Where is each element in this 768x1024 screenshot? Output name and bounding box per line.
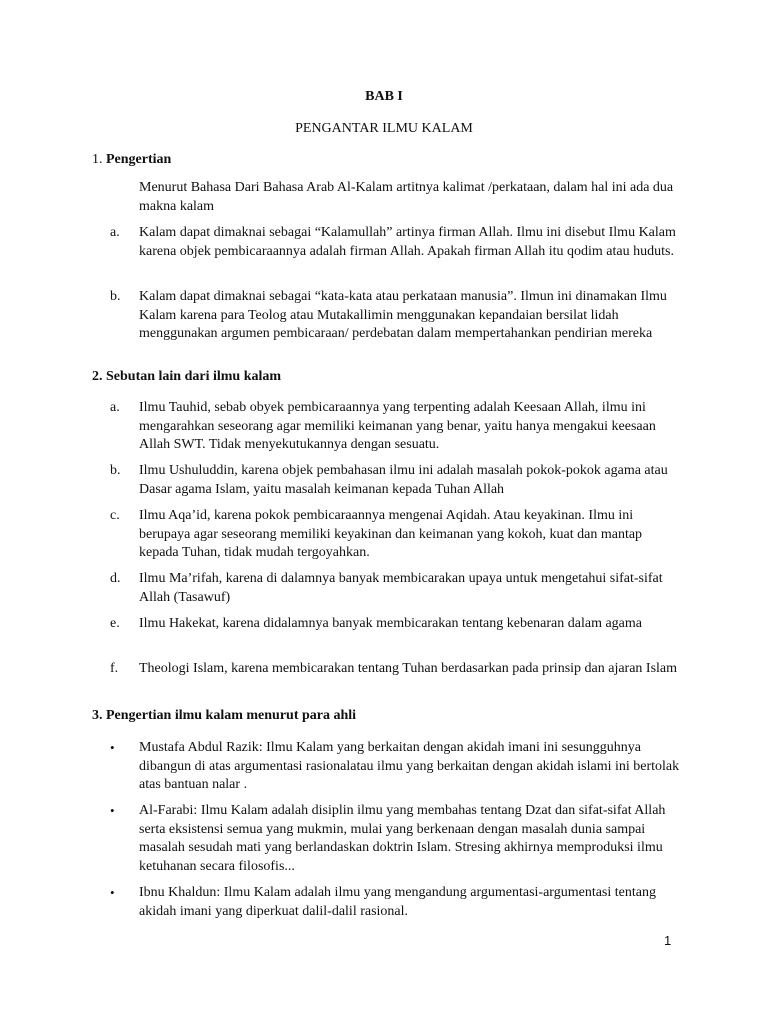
section-3-heading: 3. Pengertian ilmu kalam menurut para ahli <box>92 708 357 723</box>
bullet-icon: • <box>110 885 115 900</box>
list-item <box>110 739 680 795</box>
list-item <box>110 288 680 344</box>
list-item <box>110 224 680 261</box>
list-marker: b. <box>110 289 121 304</box>
list-marker: e. <box>110 616 120 631</box>
list-item-text: Kalam dapat dimaknai sebagai “Kalamullah” artinya firman Allah. Ilmu ini disebut Ilmu Kalam karena objek pembicaraannya adalah firman Allah. Apakah firman Allah itu qodim atau huduts. <box>139 225 676 259</box>
list-marker: a. <box>110 400 120 415</box>
list-marker: d. <box>110 571 121 586</box>
list-item <box>110 884 680 921</box>
list-item <box>110 570 680 607</box>
list-item-text: Ilmu Ushuluddin, karena objek pembahasan ilmu ini adalah masalah pokok-pokok agama atau Dasar agama Islam, yaitu masalah keimanan kepada Tuhan Allah <box>139 463 668 497</box>
list-item <box>110 802 680 876</box>
list-item <box>110 462 680 499</box>
chapter-label: BAB I <box>365 89 403 104</box>
bullet-icon: • <box>110 803 115 818</box>
list-item-text: Theologi Islam, karena membicarakan tentang Tuhan berdasarkan pada prinsip dan ajaran Islam <box>139 661 678 676</box>
list-item-text: Mustafa Abdul Razik: Ilmu Kalam yang berkaitan dengan akidah imani ini sesungguhnya dibangun di atas argumentasi rasionalatau ilmu yang berkaitan dengan akidah islami ini bertolak atas bantuan nalar . <box>139 740 680 792</box>
page-number: 1 <box>664 933 672 948</box>
list-item <box>110 399 680 455</box>
list-item <box>110 615 680 634</box>
section-1-number: 1. <box>92 152 103 167</box>
list-item-text: Kalam dapat dimaknai sebagai “kata-kata atau perkataan manusia”. Ilmun ini dinamakan Ilmu Kalam karena para Teolog atau Mutakallimin menggunakan kepandaian bersilat lidah menggunakan argumen pembicaraan/ perdebatan dalam mempertahankan pendirian mereka <box>139 289 667 341</box>
list-marker: a. <box>110 225 120 240</box>
list-item <box>110 660 680 679</box>
list-item-text: Ibnu Khaldun: Ilmu Kalam adalah ilmu yang mengandung argumentasi-argumentasi tentang akidah imani yang diperkuat dalil-dalil rasional. <box>139 885 656 919</box>
section-2-heading: 2. Sebutan lain dari ilmu kalam <box>92 369 282 384</box>
list-marker: b. <box>110 463 121 478</box>
list-item <box>110 507 680 563</box>
list-item-text: Ilmu Tauhid, sebab obyek pembicaraannya yang terpenting adalah Keesaan Allah, ilmu ini mengarahkan seseorang agar memiliki keimanan yang benar, yaitu hanya mengakui keesaan Allah SWT. Tidak menyekutukannya dengan sesuatu. <box>139 400 656 452</box>
list-marker: f. <box>110 661 119 676</box>
list-item-text: Ilmu Hakekat, karena didalamnya banyak membicarakan tentang kebenaran dalam agama <box>139 616 642 631</box>
section-1-heading <box>92 151 692 170</box>
list-item-text: Ilmu Aqa’id, karena pokok pembicaraannya mengenai Aqidah. Atau keyakinan. Ilmu ini berupaya agar seseorang memiliki keyakinan dan keimanan yang kokoh, kuat dan mantap kepada Tuhan, tidak mudah tergoyahkan. <box>139 508 643 560</box>
list-marker: c. <box>110 508 120 523</box>
section-1-title: Pengertian <box>106 152 172 167</box>
list-item-text: Al-Farabi: Ilmu Kalam adalah disiplin ilmu yang membahas tentang Dzat dan sifat-sifat Allah serta eksistensi semua yang mukmin, mulai yang berkenaan dengan masalah dunia sampai masalah sesudah mati yang berlandaskan doktrin Islam. Stresing akhirnya memproduksi ilmu ketuhanan secara filosofis... <box>139 803 666 874</box>
section-1-intro: Menurut Bahasa Dari Bahasa Arab Al-Kalam artitnya kalimat /perkataan, dalam hal ini ada dua makna kalam <box>139 180 674 214</box>
list-item-text: Ilmu Ma’rifah, karena di dalamnya banyak membicarakan upaya untuk mengetahui sifat-sifat Allah (Tasawuf) <box>139 571 663 605</box>
page-title: PENGANTAR ILMU KALAM <box>295 121 473 136</box>
bullet-icon: • <box>110 740 115 755</box>
